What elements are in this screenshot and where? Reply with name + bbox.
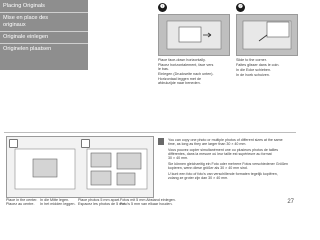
step1-caption-de: Einlegen (Druckseite nach unten).: [158, 72, 214, 76]
note-en-2: time, as long as they are larger than 30 × 40 mm.: [168, 142, 247, 146]
step1-caption-fr-2: le bas.: [158, 67, 169, 71]
section-header: [0, 0, 88, 70]
note-en-1: You can copy one photo or multiple photos of different sizes at the same: [168, 138, 283, 142]
header-title-de: Originale einlegen: [3, 34, 49, 40]
spacing-caption-fr: Espacez les photos de 5 mm.: [78, 202, 127, 206]
note-icon: [158, 138, 164, 145]
spacing-caption-en: Place photos 5 mm apart.: [78, 198, 121, 202]
note-fr-2: différentes, dans la mesure où leur taille est supérieure au format: [168, 152, 272, 156]
header-title-fr-2: originaux: [3, 22, 26, 28]
note-nl-1: U kunt een foto of foto's van verschillende formaten tegelijk kopiëren,: [168, 172, 278, 176]
step-1-badge: ❶: [158, 3, 167, 12]
header-divider: [0, 12, 88, 13]
center-caption-fr: Placez au centre.: [6, 202, 35, 206]
step2-caption-de: In die Ecke schieben.: [236, 68, 272, 72]
step1-caption-fr-1: Placez horizontalement, face vers: [158, 63, 214, 67]
step2-caption-en: Slide to the corner.: [236, 58, 267, 62]
scanner-illustration-step2: [236, 14, 298, 56]
step1-caption-nl-1: Horizontaal leggen met de: [158, 77, 202, 81]
note-de-2: kopieren, wenn diese größer als 30 × 40 mm sind.: [168, 166, 248, 170]
photo-placement-illustration: [6, 136, 154, 198]
section-separator: [4, 132, 296, 133]
spacing-caption-nl: Foto's 5 mm van elkaar houden.: [120, 202, 173, 206]
scanner-illustration-step1: [158, 14, 230, 56]
header-title-fr-1: Mise en place des: [3, 15, 49, 21]
note-nl-2: zolang ze groter zijn dan 30 × 40 mm.: [168, 176, 229, 180]
note-fr-3: 30 × 40 mm.: [168, 156, 189, 160]
note-fr-1: Vous pouvez copier simultanément une ou plusieurs photos de tailles: [168, 148, 279, 152]
header-title-nl: Originelen plaatsen: [3, 46, 52, 52]
note-de-1: Sie können gleichzeitig ein Foto oder mehrere Fotos verschiedener Größen: [168, 162, 289, 166]
step-2-badge: ❷: [236, 3, 245, 12]
step2-caption-nl: In de hoek schuiven.: [236, 73, 270, 77]
step1-caption-en: Place face-down horizontally.: [158, 58, 206, 62]
center-caption-en: Place in the center.: [6, 198, 38, 202]
step1-caption-nl-2: afdrukzijde naar beneden.: [158, 81, 201, 85]
page-number: 27: [287, 199, 294, 205]
center-caption-de: In die Mitte legen.: [40, 198, 70, 202]
step2-caption-fr: Faites glisser dans le coin.: [236, 63, 280, 67]
spacing-caption-de: Fotos mit 5 mm Abstand einlegen.: [120, 198, 176, 202]
header-title-en: Placing Originals: [3, 3, 45, 9]
header-divider: [0, 31, 88, 32]
header-divider: [0, 43, 88, 44]
center-caption-nl: In het midden leggen.: [40, 202, 76, 206]
